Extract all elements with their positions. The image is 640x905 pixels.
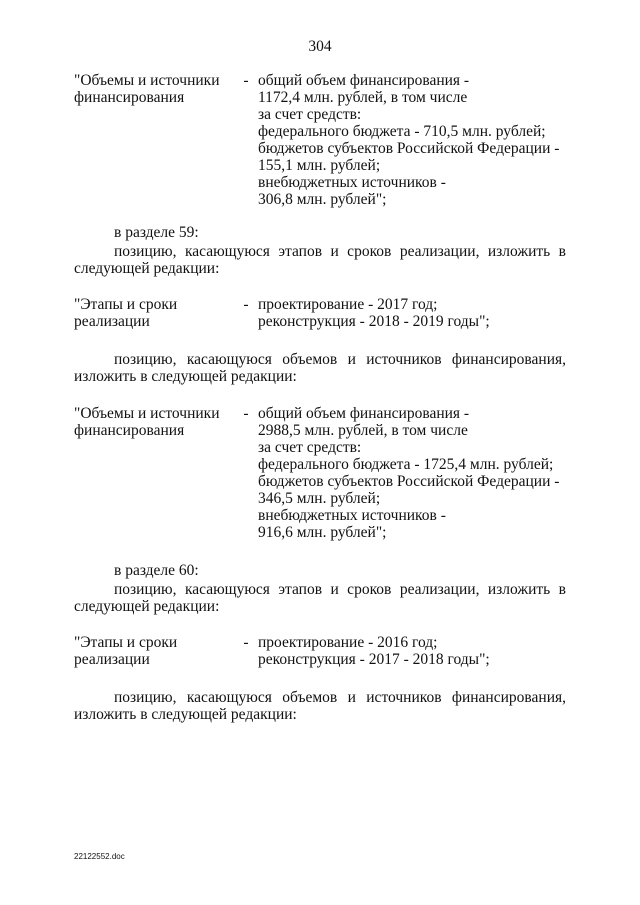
label-line: финансирования bbox=[74, 422, 185, 439]
paragraph-line: позицию, касающуюся объемов и источников финансирования, bbox=[114, 351, 566, 368]
value-line: реконструкция - 2018 - 2019 годы"; bbox=[258, 313, 490, 330]
value-line: реконструкция - 2017 - 2018 годы"; bbox=[258, 651, 490, 668]
value-line: федерального бюджета - 1725,4 млн. рублей; bbox=[258, 456, 554, 473]
value-line: проектирование - 2017 год; bbox=[258, 296, 438, 313]
label-line: финансирования bbox=[74, 89, 185, 106]
label-line: реализации bbox=[74, 313, 150, 330]
paragraph-line: следующей редакции: bbox=[74, 598, 220, 615]
row-label bbox=[74, 296, 244, 330]
row-label bbox=[74, 405, 244, 439]
label-line: "Объемы и источники bbox=[74, 405, 220, 422]
section-heading-59: в разделе 59: bbox=[114, 224, 199, 241]
row-label bbox=[74, 72, 244, 106]
separator-dash: - bbox=[243, 72, 249, 89]
value-line: за счет средств: bbox=[258, 439, 362, 456]
value-line: 916,6 млн. рублей"; bbox=[258, 524, 387, 541]
paragraph-funding-2 bbox=[74, 689, 566, 723]
row-value bbox=[258, 72, 578, 208]
label-line: "Объемы и источники bbox=[74, 72, 220, 89]
value-line: внебюджетных источников - bbox=[258, 174, 446, 191]
separator-dash: - bbox=[243, 634, 249, 651]
page-number: 304 bbox=[308, 38, 332, 55]
file-name-footer: 22122552.doc bbox=[74, 852, 125, 861]
value-line: за счет средств: bbox=[258, 106, 362, 123]
value-line: 2988,5 млн. рублей, в том числе bbox=[258, 422, 468, 439]
row-value bbox=[258, 296, 578, 330]
paragraph-stages-2 bbox=[74, 581, 566, 615]
paragraph-funding-1 bbox=[74, 351, 566, 385]
section-heading-60: в разделе 60: bbox=[114, 562, 199, 579]
value-line: 155,1 млн. рублей; bbox=[258, 157, 381, 174]
value-line: внебюджетных источников - bbox=[258, 507, 446, 524]
value-line: федерального бюджета - 710,5 млн. рублей; bbox=[258, 123, 546, 140]
value-line: бюджетов субъектов Российской Федерации - bbox=[258, 140, 560, 157]
row-value bbox=[258, 634, 578, 668]
value-line: общий объем финансирования - bbox=[258, 72, 470, 89]
paragraph-line: позицию, касающуюся этапов и сроков реализации, изложить в bbox=[114, 581, 566, 598]
paragraph-line: изложить в следующей редакции: bbox=[74, 706, 297, 723]
value-line: 346,5 млн. рублей; bbox=[258, 490, 381, 507]
value-line: 306,8 млн. рублей"; bbox=[258, 191, 387, 208]
row-label bbox=[74, 634, 244, 668]
paragraph-line: позицию, касающуюся объемов и источников финансирования, bbox=[114, 689, 566, 706]
paragraph-line: позицию, касающуюся этапов и сроков реализации, изложить в bbox=[114, 243, 566, 260]
label-line: "Этапы и сроки bbox=[74, 634, 178, 651]
value-line: бюджетов субъектов Российской Федерации - bbox=[258, 473, 560, 490]
value-line: проектирование - 2016 год; bbox=[258, 634, 438, 651]
row-value bbox=[258, 405, 578, 541]
paragraph-stages-1 bbox=[74, 243, 566, 277]
paragraph-line: следующей редакции: bbox=[74, 260, 220, 277]
value-line: 1172,4 млн. рублей, в том числе bbox=[258, 89, 468, 106]
value-line: общий объем финансирования - bbox=[258, 405, 470, 422]
separator-dash: - bbox=[243, 405, 249, 422]
separator-dash: - bbox=[243, 296, 249, 313]
label-line: реализации bbox=[74, 651, 150, 668]
paragraph-line: изложить в следующей редакции: bbox=[74, 368, 297, 385]
label-line: "Этапы и сроки bbox=[74, 296, 178, 313]
